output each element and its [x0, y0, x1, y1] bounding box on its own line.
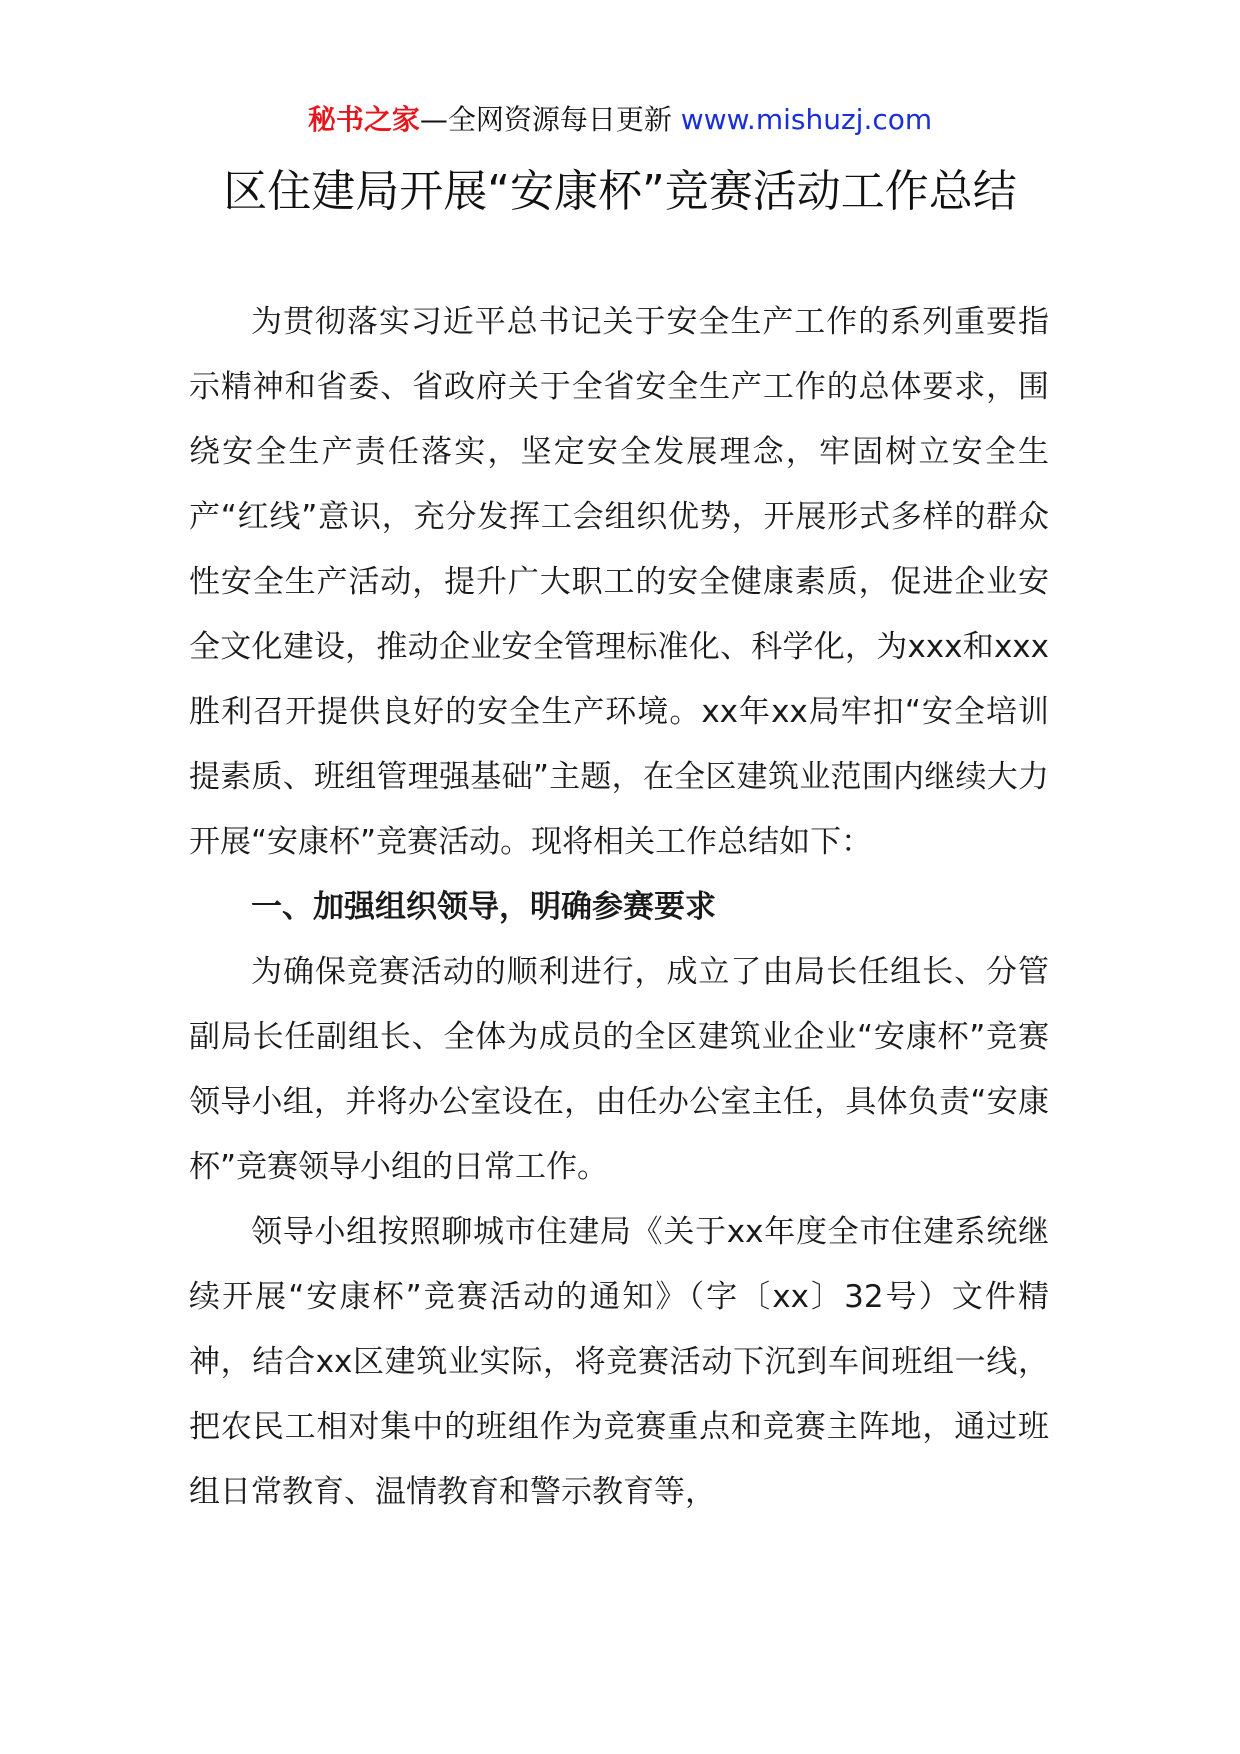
- paragraph-requirements: 领导小组按照聊城市住建局《关于xx年度全市住建系统继续开展“安康杯”竞赛活动的通知》（字〔xx〕32号）文件精神，结合xx区建筑业实际，将竞赛活动下沉到车间班组一线，把农民工相对集中的班组作为竞赛重点和竞赛主阵地，通过班组日常教育、温情教育和警示教育等，: [189, 1214, 1049, 1510]
- section-heading-1: 一、加强组织领导，明确参赛要求: [251, 889, 716, 925]
- brand-name: 秘书之家: [307, 103, 420, 136]
- site-url-link[interactable]: www.mishuzj.com: [680, 103, 933, 136]
- header-tagline: —全网资源每日更新: [419, 103, 672, 136]
- site-header: [0, 100, 1240, 140]
- paragraph-intro: 为贯彻落实习近平总书记关于安全生产工作的系列重要指示精神和省委、省政府关于全省安全生产工作的总体要求，围绕安全生产责任落实，坚定安全发展理念，牢固树立安全生产“红线”意识，充分发挥工会组织优势，开展形式多样的群众性安全生产活动，提升广大职工的安全健康素质，促进企业安全文化建设，推动企业安全管理标准化、科学化，为xxx和xxx胜利召开提供良好的安全生产环境。xx年xx局牢扣“安全培训提素质、班组管理强基础”主题，在全区建筑业范围内继续大力开展“安康杯”竞赛活动。现将相关工作总结如下：: [189, 304, 1049, 860]
- document-title: 区住建局开展“安康杯”竞赛活动工作总结: [223, 166, 1017, 217]
- paragraph-organization: 为确保竞赛活动的顺利进行，成立了由局长任组长、分管副局长任副组长、全体为成员的全区建筑业企业“安康杯”竞赛领导小组，并将办公室设在，由任办公室主任，具体负责“安康杯”竞赛领导小组的日常工作。: [189, 954, 1049, 1185]
- document-body: [189, 290, 1049, 1525]
